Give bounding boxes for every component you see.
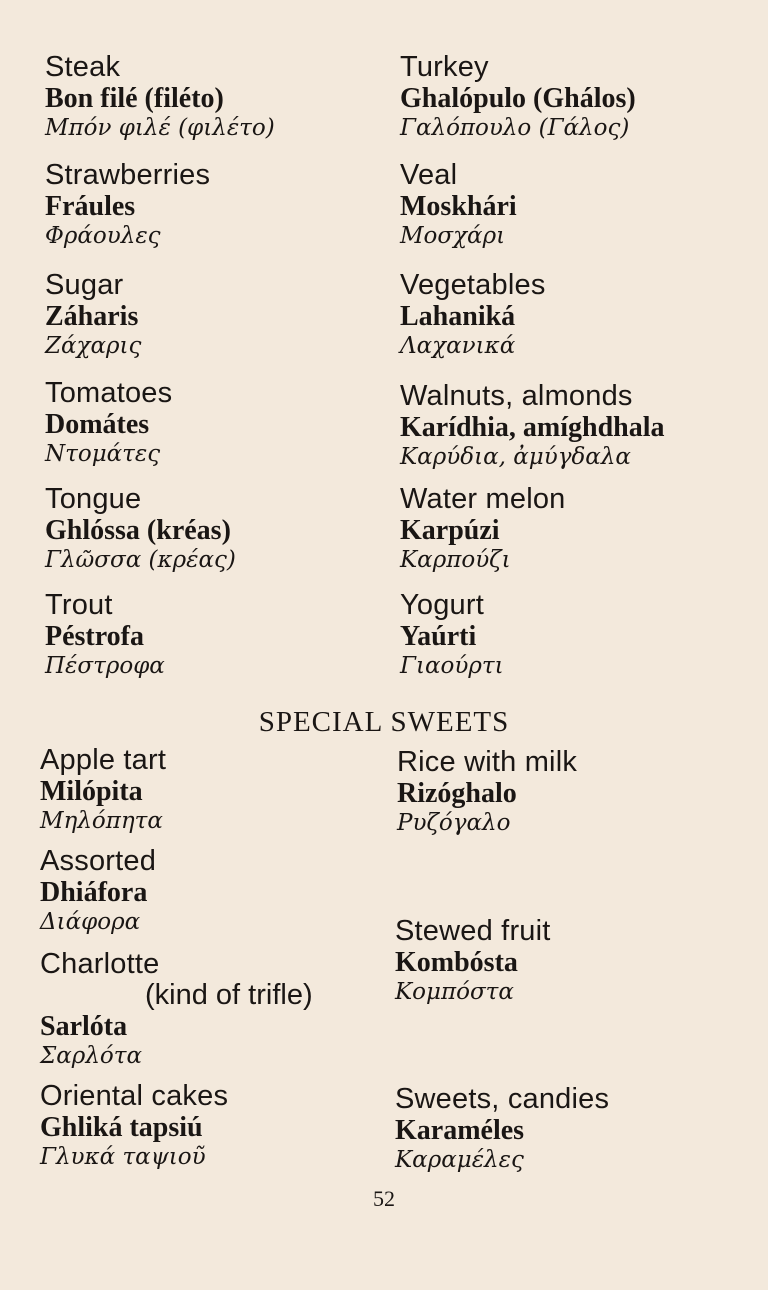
english-term: Sugar xyxy=(45,269,124,301)
entry-sweets-candies xyxy=(395,1084,609,1174)
page-number: 52 xyxy=(373,1186,395,1211)
transliteration: Ghlóssa (kréas) xyxy=(45,515,231,546)
transliteration: Záharis xyxy=(45,301,139,332)
english-term: Steak xyxy=(45,51,121,83)
greek-term: Φράουλες xyxy=(45,223,161,249)
greek-term: Ρυζόγαλο xyxy=(397,810,511,836)
section-heading: SPECIAL SWEETS xyxy=(258,706,510,738)
transliteration: Fráules xyxy=(45,191,136,222)
english-term: Tongue xyxy=(45,483,142,515)
transliteration: Ghliká tapsiú xyxy=(40,1112,203,1143)
entry-yogurt xyxy=(400,590,504,680)
transliteration: Ghalópulo (Ghálos) xyxy=(400,83,636,114)
entry-water-melon xyxy=(400,484,566,574)
greek-term: Καρύδια, ἀμύγδαλα xyxy=(400,444,631,470)
entry-tomatoes xyxy=(45,378,172,468)
english-term: Tomatoes xyxy=(45,377,173,409)
entry-steak xyxy=(45,52,275,142)
transliteration: Bon filé (filéto) xyxy=(45,83,224,114)
english-term: Veal xyxy=(400,159,458,191)
greek-term: Μηλόπητα xyxy=(40,808,163,834)
english-term: Apple tart xyxy=(40,744,167,776)
english-term: Vegetables xyxy=(400,269,546,301)
english-term: Walnuts, almonds xyxy=(400,380,633,412)
english-term: Water melon xyxy=(400,483,566,515)
transliteration: Karídhia, amíghdhala xyxy=(400,412,665,443)
transliteration: Domátes xyxy=(45,409,150,440)
greek-term: Καρπούζι xyxy=(400,547,511,573)
greek-term: Γιαούρτι xyxy=(400,653,504,679)
transliteration: Rizóghalo xyxy=(397,778,517,809)
transliteration: Péstrofa xyxy=(45,621,144,652)
english-term: Yogurt xyxy=(400,589,484,621)
entry-strawberries xyxy=(45,160,210,250)
greek-term: Ντομάτες xyxy=(45,441,161,467)
english-term: Trout xyxy=(45,589,113,621)
entry-vegetables xyxy=(400,270,546,360)
entry-assorted xyxy=(40,846,156,936)
english-term: Sweets, candies xyxy=(395,1083,610,1115)
greek-term: Μοσχάρι xyxy=(400,223,506,249)
english-note: (kind of trifle) xyxy=(145,979,313,1011)
entry-tongue xyxy=(45,484,236,574)
greek-term: Κομπόστα xyxy=(395,979,514,1005)
entry-charlotte xyxy=(40,949,313,1070)
english-term: Rice with milk xyxy=(397,746,578,778)
transliteration: Dhiáfora xyxy=(40,877,148,908)
english-term: Charlotte xyxy=(40,948,160,980)
transliteration: Milópita xyxy=(40,776,143,807)
english-term: Strawberries xyxy=(45,159,211,191)
transliteration: Sarlóta xyxy=(40,1011,128,1042)
entry-sugar xyxy=(45,270,141,360)
greek-term: Πέστροφα xyxy=(45,653,165,679)
entry-rice-with-milk xyxy=(397,747,577,837)
entry-stewed-fruit xyxy=(395,916,551,1006)
greek-term: Γλυκά ταψιοῦ xyxy=(40,1144,206,1170)
english-term: Stewed fruit xyxy=(395,915,551,947)
transliteration: Moskhári xyxy=(400,191,517,222)
greek-term: Ζάχαρις xyxy=(45,333,142,359)
greek-term: Καραμέλες xyxy=(395,1147,524,1173)
entry-veal xyxy=(400,160,517,250)
entry-apple-tart xyxy=(40,745,166,835)
entry-walnuts xyxy=(400,381,665,471)
greek-term: Λαχανικά xyxy=(400,333,516,359)
greek-term: Γαλόπουλο (Γάλος) xyxy=(400,115,630,141)
transliteration: Kombósta xyxy=(395,947,518,978)
entry-oriental-cakes xyxy=(40,1081,228,1171)
transliteration: Yaúrti xyxy=(400,621,477,652)
entry-turkey xyxy=(400,52,636,142)
english-term: Turkey xyxy=(400,51,489,83)
transliteration: Karpúzi xyxy=(400,515,500,546)
greek-term: Γλῶσσα (κρέας) xyxy=(45,547,236,573)
greek-term: Μπόν φιλέ (φιλέτο) xyxy=(45,115,275,141)
transliteration: Lahaniká xyxy=(400,301,516,332)
entry-trout xyxy=(45,590,165,680)
greek-term: Σαρλότα xyxy=(40,1043,142,1069)
transliteration: Karaméles xyxy=(395,1115,525,1146)
english-term: Assorted xyxy=(40,845,157,877)
greek-term: Διάφορα xyxy=(40,909,141,935)
english-term: Oriental cakes xyxy=(40,1080,229,1112)
